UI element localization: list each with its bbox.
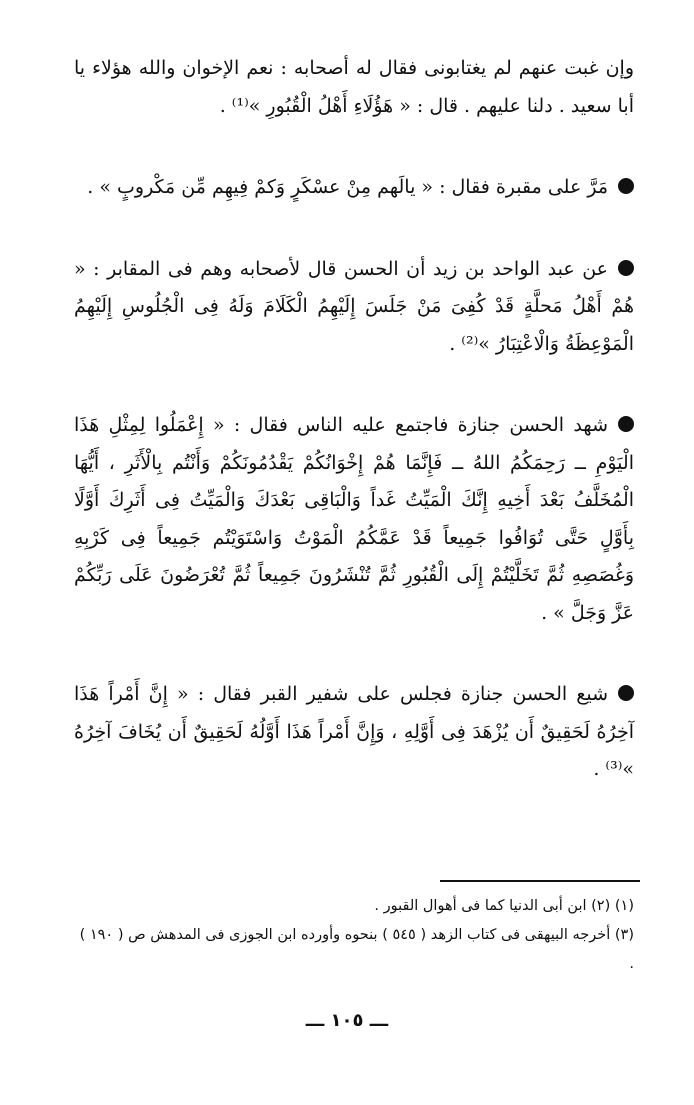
paragraph-text: مَرَّ على مقبرة فقال : « يالَهم مِنْ عسْكَرٍ وَكمْ فِيهِم مِّن مَكْروبٍ » . [87,176,608,198]
paragraph [74,251,634,364]
paragraph [74,407,634,632]
paragraph [74,50,634,125]
bullet-icon [618,178,634,194]
paragraph [74,169,634,207]
bullet-icon [618,260,634,276]
bullet-icon [618,416,634,432]
page-number: ـــ ١٠٥ ـــ [305,1010,389,1031]
main-text [74,50,634,789]
bullet-icon [618,685,634,701]
footnote-divider [440,880,640,882]
paragraph-text: عن عبد الواحد بن زيد أن الحسن قال لأصحابه وهم فى المقابر : « هُمْ أَهْلُ مَحلَّةٍ قَدْ كُفِىَ مَنْ جَلَسَ إِلَيْهِمُ الْكَلَامَ وَلَهُ فِى الْجُلُوسِ إِلَيْهِمُ الْمَوْعِظَةُ وَالْاعْتِبَارُ »⁽²⁾ . [74,257,634,355]
footnote: (١) (٢) ابن أبى الدنيا كما فى أهوال القبور . [374,898,634,914]
paragraph-text: وإن غبت عنهم لم يغتابونى فقال له أصحابه : نعم الإخوان والله هؤلاء يا أبا سعيد . دلنا عليهم . قال : « هَؤُلَاءِ أَهْلُ الْقُبُورِ »⁽¹⁾ . [74,57,634,117]
paragraph-text: شهد الحسن جنازة فاجتمع عليه الناس فقال : « إِعْمَلُوا لِمِثْلِ هَذَا الْيَوْمِ ــ رَحِمَكُمُ اللهُ ــ فَإِنَّمَا هُمْ إِخْوَانُكُمْ يَقْدُمُونَكُمْ وَأَنْتُم بِالْأَثَرِ ، أَيُّهَا الْمُخَلَّفُ بَعْدَ أَخِيهِ إِنَّكَ الْمَيِّتُ غَداً وَالْبَاقِى بَعْدَكَ وَالْمَيِّتُ فِى أَثَرِكَ أَوَّلًا بِأَوَّلٍ حَتَّى تُوَافُوا جَمِيعاً قَدْ عَمَّكُمُ الْمَوْتُ وَاسْتَوَيْتُم جَمِيعاً فِى كَرْبِهِ وَغُصَصِهِ ثُمَّ تَخَلَّيْتُمْ إِلَى الْقُبُورِ ثُمَّ تُنْشَرُونَ جَمِيعاً ثُمَّ تُعْرَضُونَ عَلَى رَبِّكُمْ عَزَّ وَجَلَّ » . [74,414,634,624]
paragraph-text: شيع الحسن جنازة فجلس على شفير القبر فقال : « إِنَّ أَمْراً هَذَا آخِرُهُ لَحَقِيقٌ أَن يُزْهَدَ فِى أَوَّلِهِ ، وَإِنَّ أَمْراً هَذَا أَوَّلُهُ لَحَقِيقٌ أَن يُخَافَ آخِرُهُ »⁽³⁾ . [74,683,634,780]
footnotes [74,892,634,979]
footnote: (٣) أخرجه البيهقى فى كتاب الزهد ( ٥٤٥ ) بنحوه وأورده ابن الجوزى فى المدهش ص ( ١٩٠ ) . [79,927,634,972]
paragraph [74,676,634,789]
